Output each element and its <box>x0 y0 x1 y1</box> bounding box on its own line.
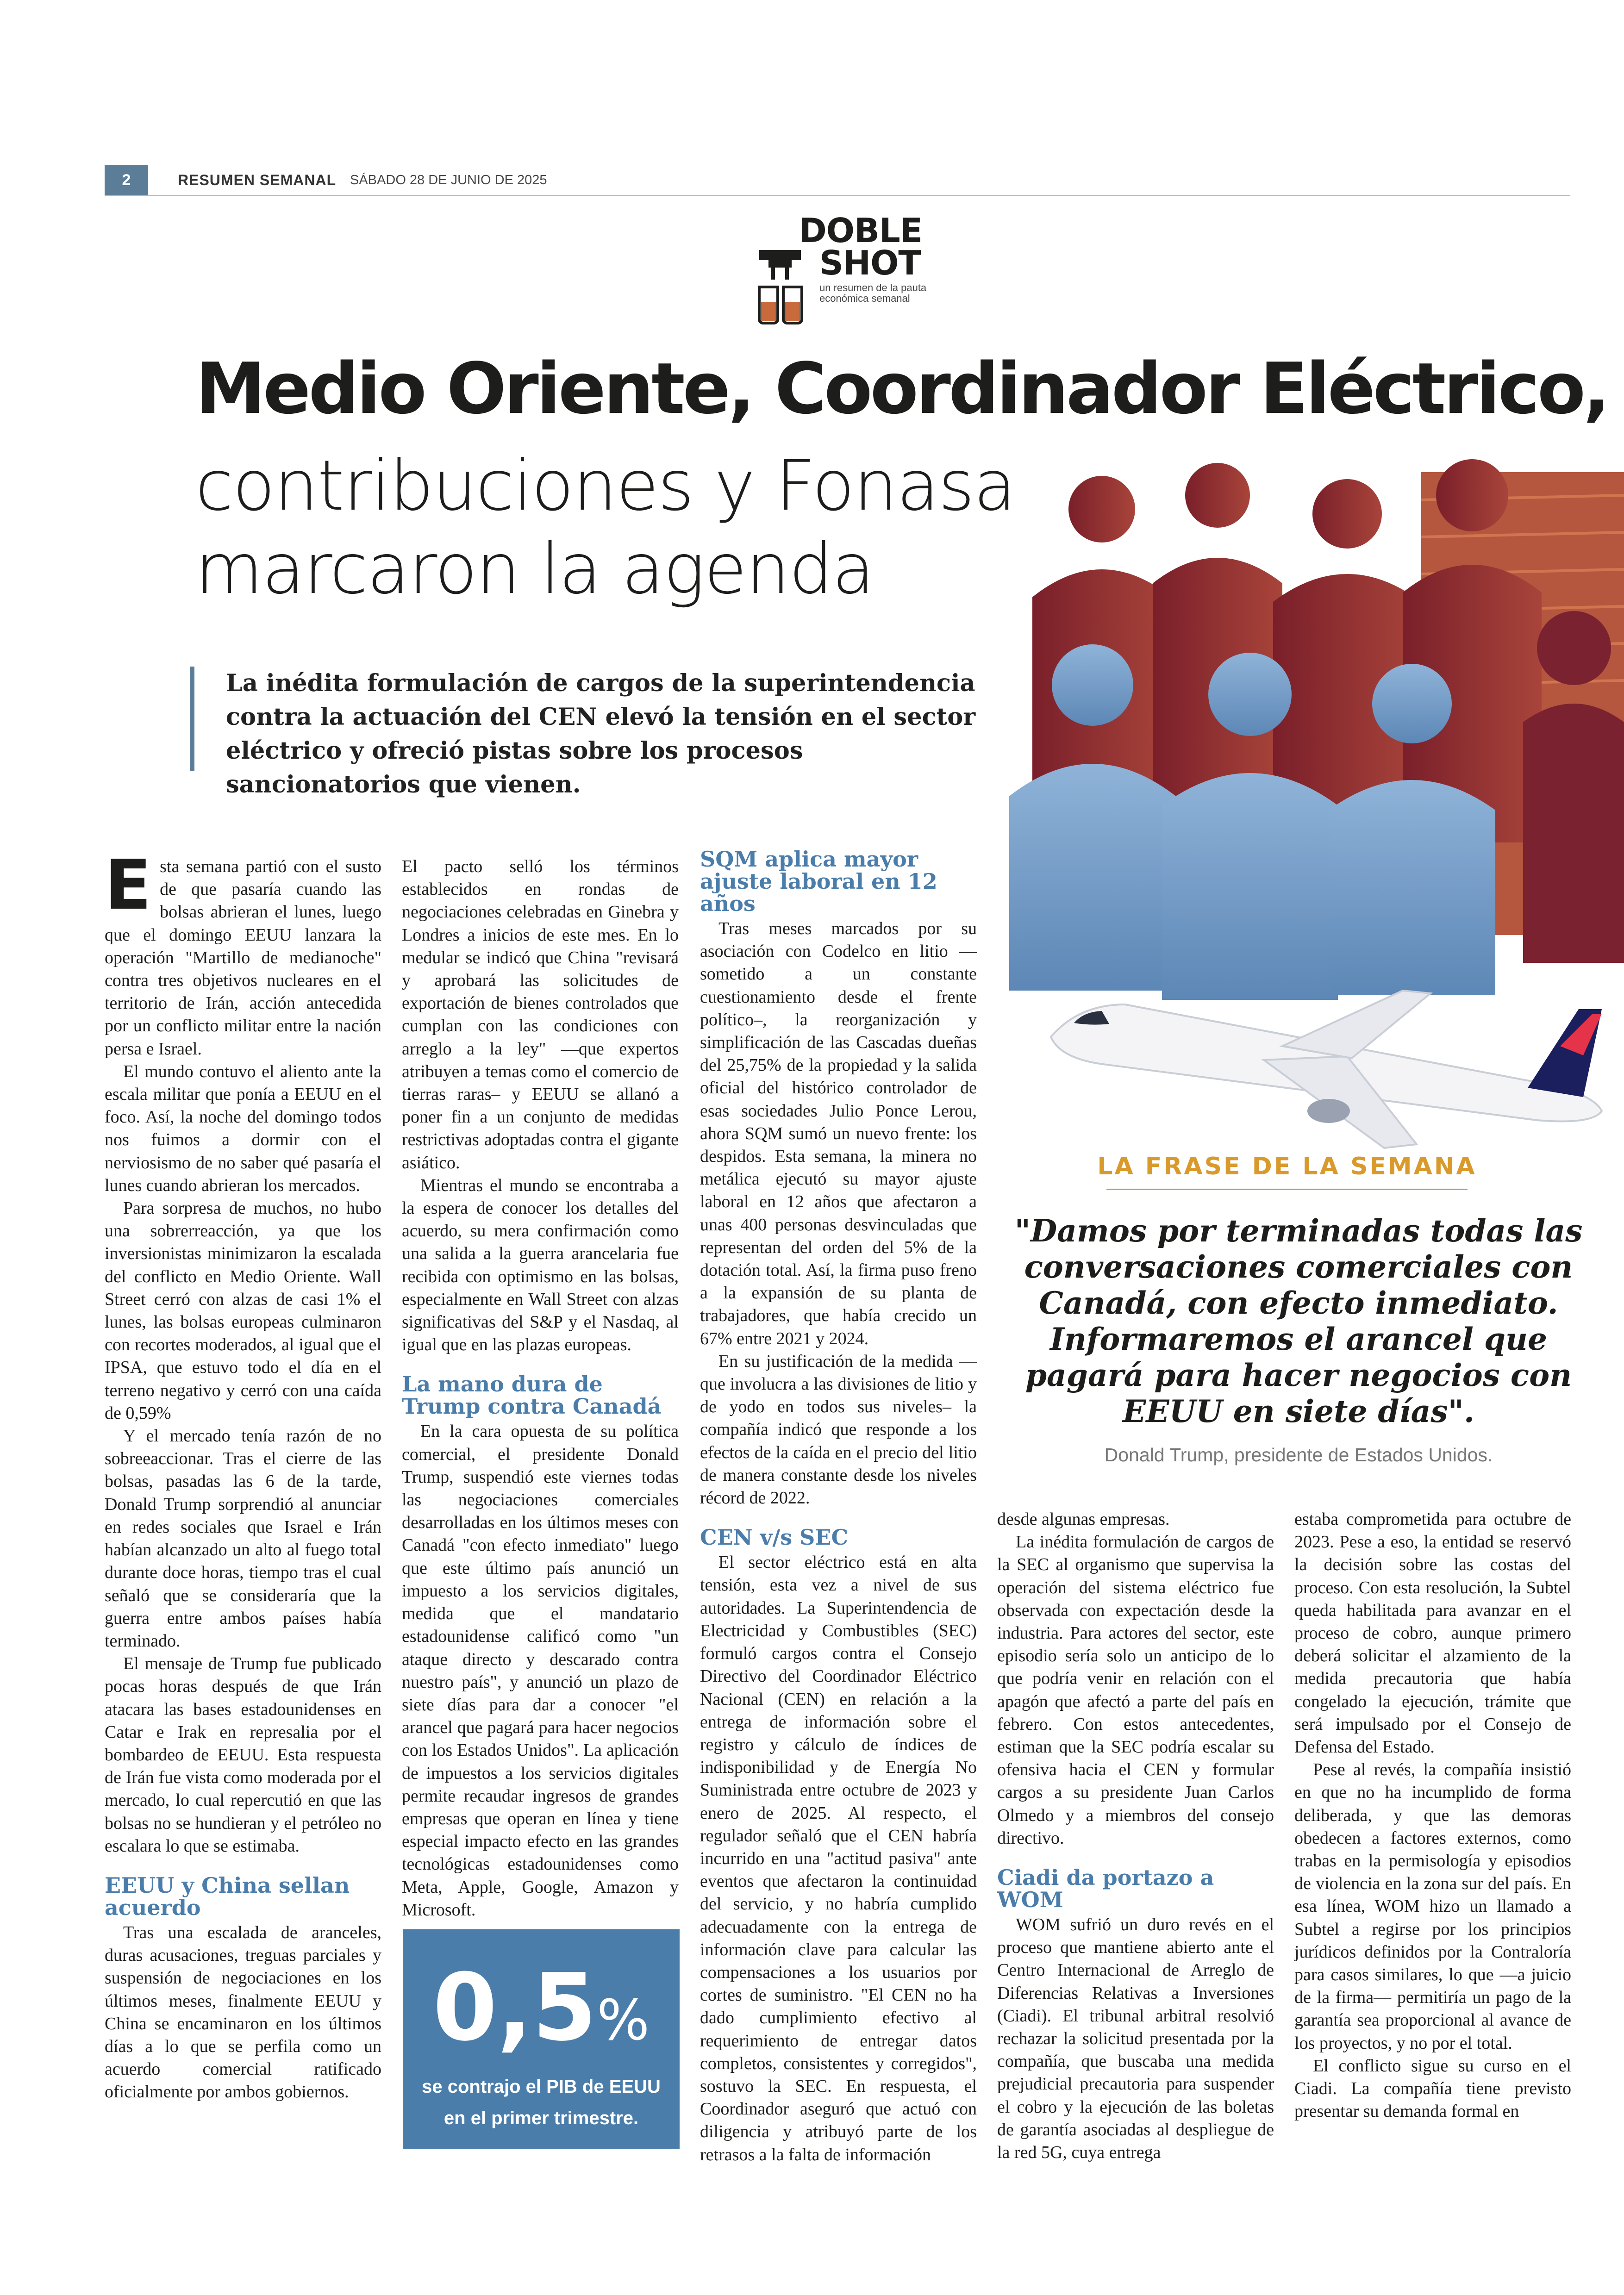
logo-title-line1: DOBLE <box>799 211 922 250</box>
drop-cap: E <box>105 845 152 925</box>
stat-number <box>403 1954 680 2067</box>
article-paragraph: El conflicto sigue su curso en el Ciadi. La compañía tiene previsto presentar su demanda formal en <box>1294 2056 1571 2121</box>
article-paragraph: La inédita formulación de cargos de la SEC al organismo que supervisa la operación del sistema eléctrico fue observada con expectación desde la industria. Para actores del sector, este episodio sería solo un anticipo de lo que podría venir en relación con el apagón que afectó a parte del país en febrero. Con estos antecedentes, estiman que la SEC podría escalar su ofensiva hacia el CEN y formular cargos a su presidente Juan Carlos Olmedo y a miembros del consejo directivo. <box>997 1532 1274 1848</box>
article-column-5 <box>1294 1508 1571 2123</box>
page-header <box>105 165 1570 196</box>
headline-light <box>195 444 1121 611</box>
issue-date: SÁBADO 28 DE JUNIO DE 2025 <box>350 173 547 187</box>
article-paragraph: El sector eléctrico está en alta tensión, esta vez a nivel de sus autoridades. La Superintendencia de Electricidad y Combustibles (SEC) formuló cargos contra el Consejo Directivo del Coordinador Eléctrico Nacional (CEN) en relación a la entrega de información sobre el registro y cálculo de índices de indisponibilidad y de Energía No Suministrada entre octubre de 2023 y enero de 2025. Al respecto, el regulador señaló que el CEN habría incurrido en una "actitud pasiva" ante eventos que afectaron la continuidad del servicio, y no habría cumplido adecuadamente con la entrega de información clave para calcular las compensaciones a los usuarios por cortes de suministro. "El CEN no ha dado cumplimiento efectivo al requerimiento de entregar datos completos, consistentes y corregidos", sostuvo la SEC. En respuesta, el Coordinador aseguró que actuó con diligencia y atribuyó parte de los retrasos a la falta de información <box>700 1553 977 2164</box>
quote-author: Donald Trump, presidente de Estados Unidos. <box>1104 1444 1493 1466</box>
article-paragraph: desde algunas empresas. <box>997 1509 1170 1529</box>
quote-divider <box>1106 1189 1468 1190</box>
article-column-3 <box>700 848 977 2166</box>
quote-label: LA FRASE DE LA SEMANA <box>1097 1153 1477 1180</box>
section-name: RESUMEN SEMANAL <box>178 172 337 188</box>
article-paragraph: Pese al revés, la compañía insistió en que no ha incumplido de forma deliberada, y que las demoras obedecen a factores externos, como trabas en la permisología y episodios de violencia en la zona sur del país. En esa línea, WOM hizo un llamado a Subtel a regirse por los principios jurídicos definidos por la Contraloría para casos similares, lo que —a juicio de la firma— permitiría un pago de la garantía sea proporcional al avance de los proyectos, y no por el total. <box>1294 1760 1571 2053</box>
lead-paragraph: La inédita formulación de cargos de la superintendencia contra la actuación del CEN elevó la tensión en el sector eléctrico y ofreció pistas sobre los procesos sancionatorios que vienen. <box>190 667 977 771</box>
article-paragraph: El pacto selló los términos establecidos en rondas de negociaciones celebradas en Ginebra y Londres a inicios de este mes. En lo medular se indicó que China "revisará y aprobará las solicitudes de exportación de bienes controlados que cumplan con las condiciones con arreglo a la ley" —que expertos atribuyen a temas como el comercio de tierras raras– y EEUU se allanó a poner fin a un conjunto de medidas restrictivas adoptadas contra el gigante asiático. <box>402 857 679 1172</box>
logo-title-line2: SHOT <box>819 243 921 282</box>
subheading: EEUU y China sellan acuerdo <box>105 1872 350 1920</box>
subheading: CEN v/s SEC <box>700 1525 849 1550</box>
article-column-2 <box>402 855 679 1921</box>
article-paragraph <box>105 845 381 1060</box>
article-paragraph: Y el mercado tenía razón de no sobreeaccionar. Tras el cierre de las bolsas, pasadas las 6 de la tarde, Donald Trump sorprendió al anunciar en redes sociales que Israel e Irán habían alcanzado un alto al fuego total durante doce horas, tiempo tras el cual señaló que se consideraría que la guerra entre ambos países había terminado. <box>105 1426 381 1651</box>
article-paragraph: Tras meses marcados por su asociación con Codelco en litio —sometido a un constante cuestionamiento desde el frente político–, la reorganización y simplificación de las Cascadas dueñas del 25,75% de la propiedad y la salida oficial del histórico controlador de esas sociedades Julio Ponce Lerou, ahora SQM sumó un nuevo frente: los despidos. Esta semana, la minera no metálica ejecutó su mayor ajuste laboral en 12 años que afectaron a unas 400 personas desvinculadas que representan del orden del 5% de la dotación total. Así, la firma puso freno a la expansión de su planta de trabajadores, que había crecido un 67% entre 2021 y 2024. <box>700 919 977 1348</box>
article-paragraph: El mensaje de Trump fue publicado pocas horas después de que Irán atacara las bases estadounidenses en Catar e Irak en represalia por el bombardeo de EEUU. Esta respuesta de Irán fue vista como moderada por el mercado, lo cual repercutió en que las bolsas no se hundieran y el petróleo no escalara lo que se estimaba. <box>105 1654 381 1856</box>
page-number: 2 <box>105 165 148 195</box>
article-paragraph: Tras una escalada de aranceles, duras acusaciones, treguas parciales y suspensión de negociaciones en los últimos meses, finalmente EEUU y China se encaminaron en los últimos días a lo que se perfila como un acuerdo comercial ratificado oficialmente por ambos gobiernos. <box>105 1922 381 2102</box>
stat-unit: % <box>597 1989 650 2053</box>
paragraph-text: sta semana partió con el susto de que pasaría cuando las bolsas abrieran el lunes, luego que el domingo EEUU lanzara la operación "Martillo de medianoche" contra tres objetivos nucleares en el territorio de Irán, acción antecedida por un conflicto militar entre la nación persa e Israel. <box>105 857 381 1059</box>
subheading: SQM aplica mayor ajuste laboral en 12 años <box>700 847 937 916</box>
article-paragraph: El mundo contuvo el aliento ante la escala militar que ponía a EEUU en el foco. Así, la noche del domingo todos nos fuimos a dormir con el nerviosismo de no saber qué pasaría el lunes cuando abrieran los mercados. <box>105 1061 381 1195</box>
article-paragraph: En su justificación de la medida —que involucra a las divisiones de litio y de yodo en todos sus niveles– la compañía indicó que responde a los efectos de la caída en el precio del litio de manera constante desde los niveles récord de 2022. <box>700 1351 977 1508</box>
news-photo-collage <box>1005 444 1624 1166</box>
article-column-4 <box>997 1508 1274 2164</box>
article-paragraph: En la cara opuesta de su política comercial, el presidente Donald Trump, suspendió este viernes todas las negociaciones comerciales desarrolladas en los últimos meses con Canadá "con efecto inmediato" luego que este último país anunció un impuesto a los servicios digitales, medida que el mandatario estadounidense calificó como "un ataque directo y descarado contra nuestro país", y anunció un plazo de siete días para dar a conocer "el arancel que pagará para hacer negocios con los Estados Unidos". La aplicación de impuestos a los servicios digitales permite recaudar ingresos de grandes empresas que operan en línea y tiene especial impacto efecto en las grandes tecnológicas estadounidenses como Meta, Apple, Google, Amazon y Microsoft. <box>402 1422 679 1920</box>
quote-text: "Damos por terminadas todas las conversaciones comerciales con Canadá, con efecto inmediato. Informaremos el arancel que pagará para hacer negocios con EEUU en siete días". <box>1014 1213 1583 1429</box>
doble-shot-logo <box>755 213 940 329</box>
stat-description: se contrajo el PIB de EEUU en el primer trimestre. <box>422 2077 661 2128</box>
stat-value: 0,5 <box>432 1954 597 2062</box>
headline-line3: marcaron la agenda <box>195 529 874 610</box>
subheading: La mano dura de Trump contra Canadá <box>402 1372 662 1419</box>
headline-bold: Medio Oriente, Coordinador Eléctrico, <box>195 348 1608 430</box>
headline-line2: contribuciones y Fonasa <box>195 446 1016 526</box>
article-paragraph: WOM sufrió un duro revés en el proceso que mantiene abierto ante el Centro Internacional de Arreglo de Diferencias Relativas a Inversiones (Ciadi). El tribunal arbitral resolvió rechazar la solicitud presentada por la compañía, que buscaba una medida prejudicial precautoria para suspender el cobro y la ejecución de las boletas de garantía asociadas al despliegue de la red 5G, cuya entrega <box>997 1915 1274 2163</box>
subheading: Ciadi da portazo a WOM <box>997 1865 1214 1913</box>
article-paragraph: Para sorpresa de muchos, no hubo una sobrerreacción, ya que los inversionistas minimizaron la escalada del conflicto en Medio Oriente. Wall Street cerró con alzas de casi 1% el lunes, las bolsas europeas culminaron con recortes moderados, al igual que el IPSA, que estuvo todo el día en el terreno negativo y cerró con una caída de 0,59% <box>105 1198 381 1423</box>
article-paragraph: estaba comprometida para octubre de 2023. Pese a eso, la entidad se reservó la decisión sobre las costas del proceso. Con esta resolución, la Subtel queda habilitada para avanzar en el proceso de cobro, aunque primero deberá solicitar el alzamiento de la medida precautoria que había congelado la ejecución, trámite que será impulsado por el Consejo de Defensa del Estado. <box>1294 1509 1571 1757</box>
stat-highlight-box <box>403 1929 680 2149</box>
article-column-1 <box>105 845 381 2104</box>
article-paragraph: Mientras el mundo se encontraba a la espera de conocer los detalles del acuerdo, su mera confirmación como una salida a la guerra arancelaria fue recibida con optimismo en las bolsas, especialmente en Wall Street con alzas significativas del S&P y el Nasdaq, al igual que en las plazas europeas. <box>402 1175 679 1355</box>
espresso-machine-icon <box>755 250 810 329</box>
logo-subtitle: un resumen de la pauta económica semanal <box>819 282 927 304</box>
